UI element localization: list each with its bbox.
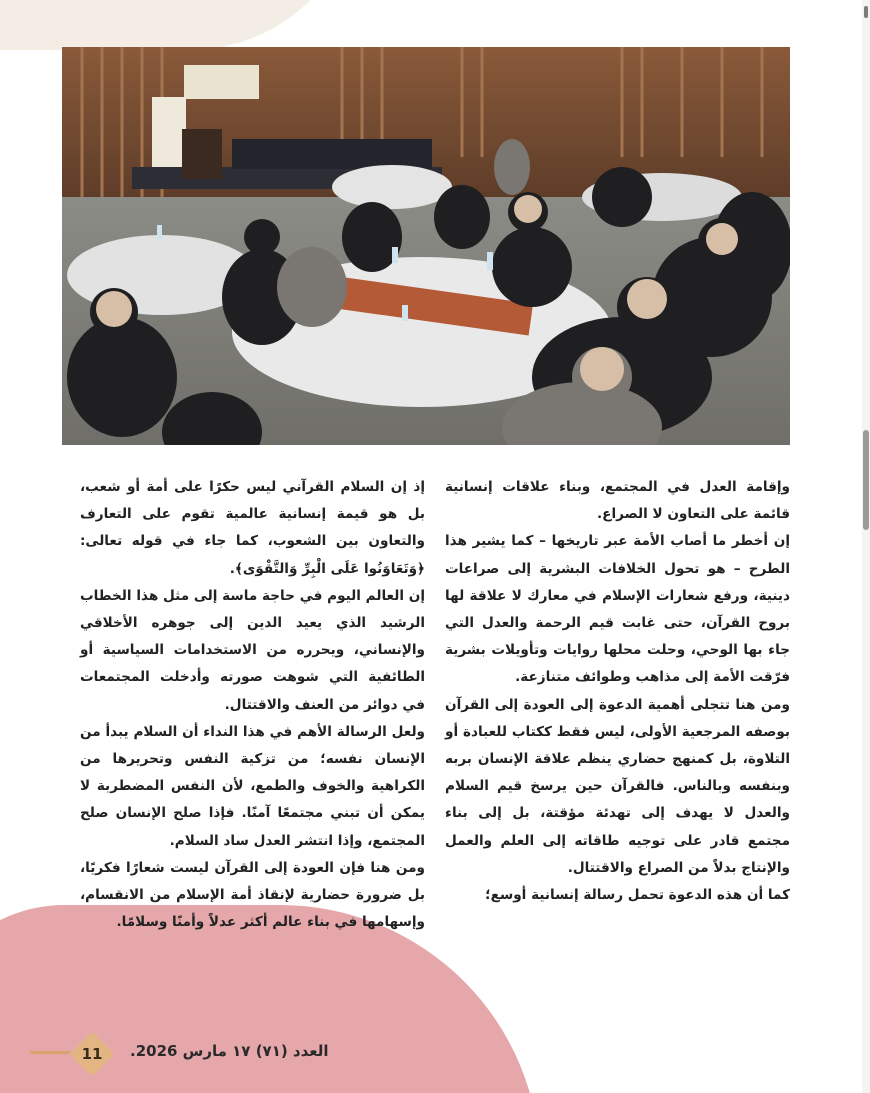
paragraph bbox=[80, 474, 425, 583]
paragraph: ولعل الرسالة الأهم في هذا النداء أن السلام يبدأ من الإنسان نفسه؛ من تزكية النفس وتحريرها من الكراهية والخوف والطمع، لأن النفس المضطربة لا يمكن أن تبني مجتمعًا آمنًا. فإذا صلح الإنسان صلح المجتمع، وإذا انتشر العدل ساد السلام. bbox=[80, 723, 425, 849]
paragraph: إن العالم اليوم في حاجة ماسة إلى مثل هذا الخطاب الرشيد الذي يعيد الدين إلى جوهره الأخلاقي والإنساني، ويحرره من الاستخدامات السياسية أو الطائفية التي شوهت صورته وأدخلت المجتمعات في دوائر من العنف والاقتتال. bbox=[80, 587, 425, 713]
text-column-right bbox=[445, 474, 790, 909]
quran-verse: ﴿وَتَعَاوَنُوا عَلَى الْبِرِّ وَالتَّقْوَى﴾. bbox=[229, 560, 425, 577]
footer-divider bbox=[30, 1051, 70, 1054]
paragraph: ومن هنا تتجلى أهمية الدعوة إلى العودة إلى القرآن بوصفه المرجعية الأولى، ليس فقط ككتاب للعبادة أو التلاوة، بل كمنهج حضاري ينظم علاقة الإنسان بربه وبنفسه وبالناس. فالقرآن حين يرسخ قيم السلام والعدل لا يهدف إلى تهدئة مؤقتة، بل إلى بناء مجتمع قادر على توجيه طاقاته إلى العلم والعمل والإنتاج بدلاً من الصراع والاقتتال. bbox=[445, 696, 790, 876]
conference-photo-illustration bbox=[62, 47, 790, 445]
page-number: 11 bbox=[81, 1045, 103, 1063]
conference-photo bbox=[62, 47, 790, 445]
paragraph: إن أخطر ما أصاب الأمة عبر تاريخها – كما يشير هذا الطرح – هو تحول الخلافات البشرية إلى صراعات دينية، ورفع شعارات الإسلام في معارك لا علاقة لها بروح القرآن، حتى غابت قيم الرحمة والعدل التي جاء بها الوحي، وحلت محلها روايات وتأويلات بشرية فرّقت الأمة إلى مذاهب وطوائف متنازعة. bbox=[445, 533, 790, 686]
scrollbar-thumb[interactable] bbox=[863, 430, 869, 530]
paragraph-text: إذ إن السلام القرآني ليس حكرًا على أمة أو شعب، بل هو قيمة إنسانية عالمية تقوم على التعارف والتعاون بين الشعوب، كما جاء في قوله تعالى: bbox=[80, 479, 425, 550]
paragraph: ومن هنا فإن العودة إلى القرآن ليست شعارًا فكريًا، بل ضرورة حضارية لإنقاذ أمة الإسلام من الانقسام، وإسهامها في بناء عالم أكثر عدلاً وأمنًا وسلامًا. bbox=[80, 859, 425, 931]
text-column-left bbox=[80, 474, 425, 936]
decorative-top-shape bbox=[0, 0, 360, 50]
paragraph: كما أن هذه الدعوة تحمل رسالة إنسانية أوسع؛ bbox=[485, 887, 790, 904]
scrollbar-top-marker bbox=[864, 6, 868, 18]
issue-date: العدد (٧١) ١٧ مارس 2026. bbox=[130, 1042, 329, 1060]
paragraph: وإقامة العدل في المجتمع، وبناء علاقات إنسانية قائمة على التعاون لا الصراع. bbox=[445, 479, 790, 523]
scrollbar[interactable] bbox=[862, 0, 870, 1093]
